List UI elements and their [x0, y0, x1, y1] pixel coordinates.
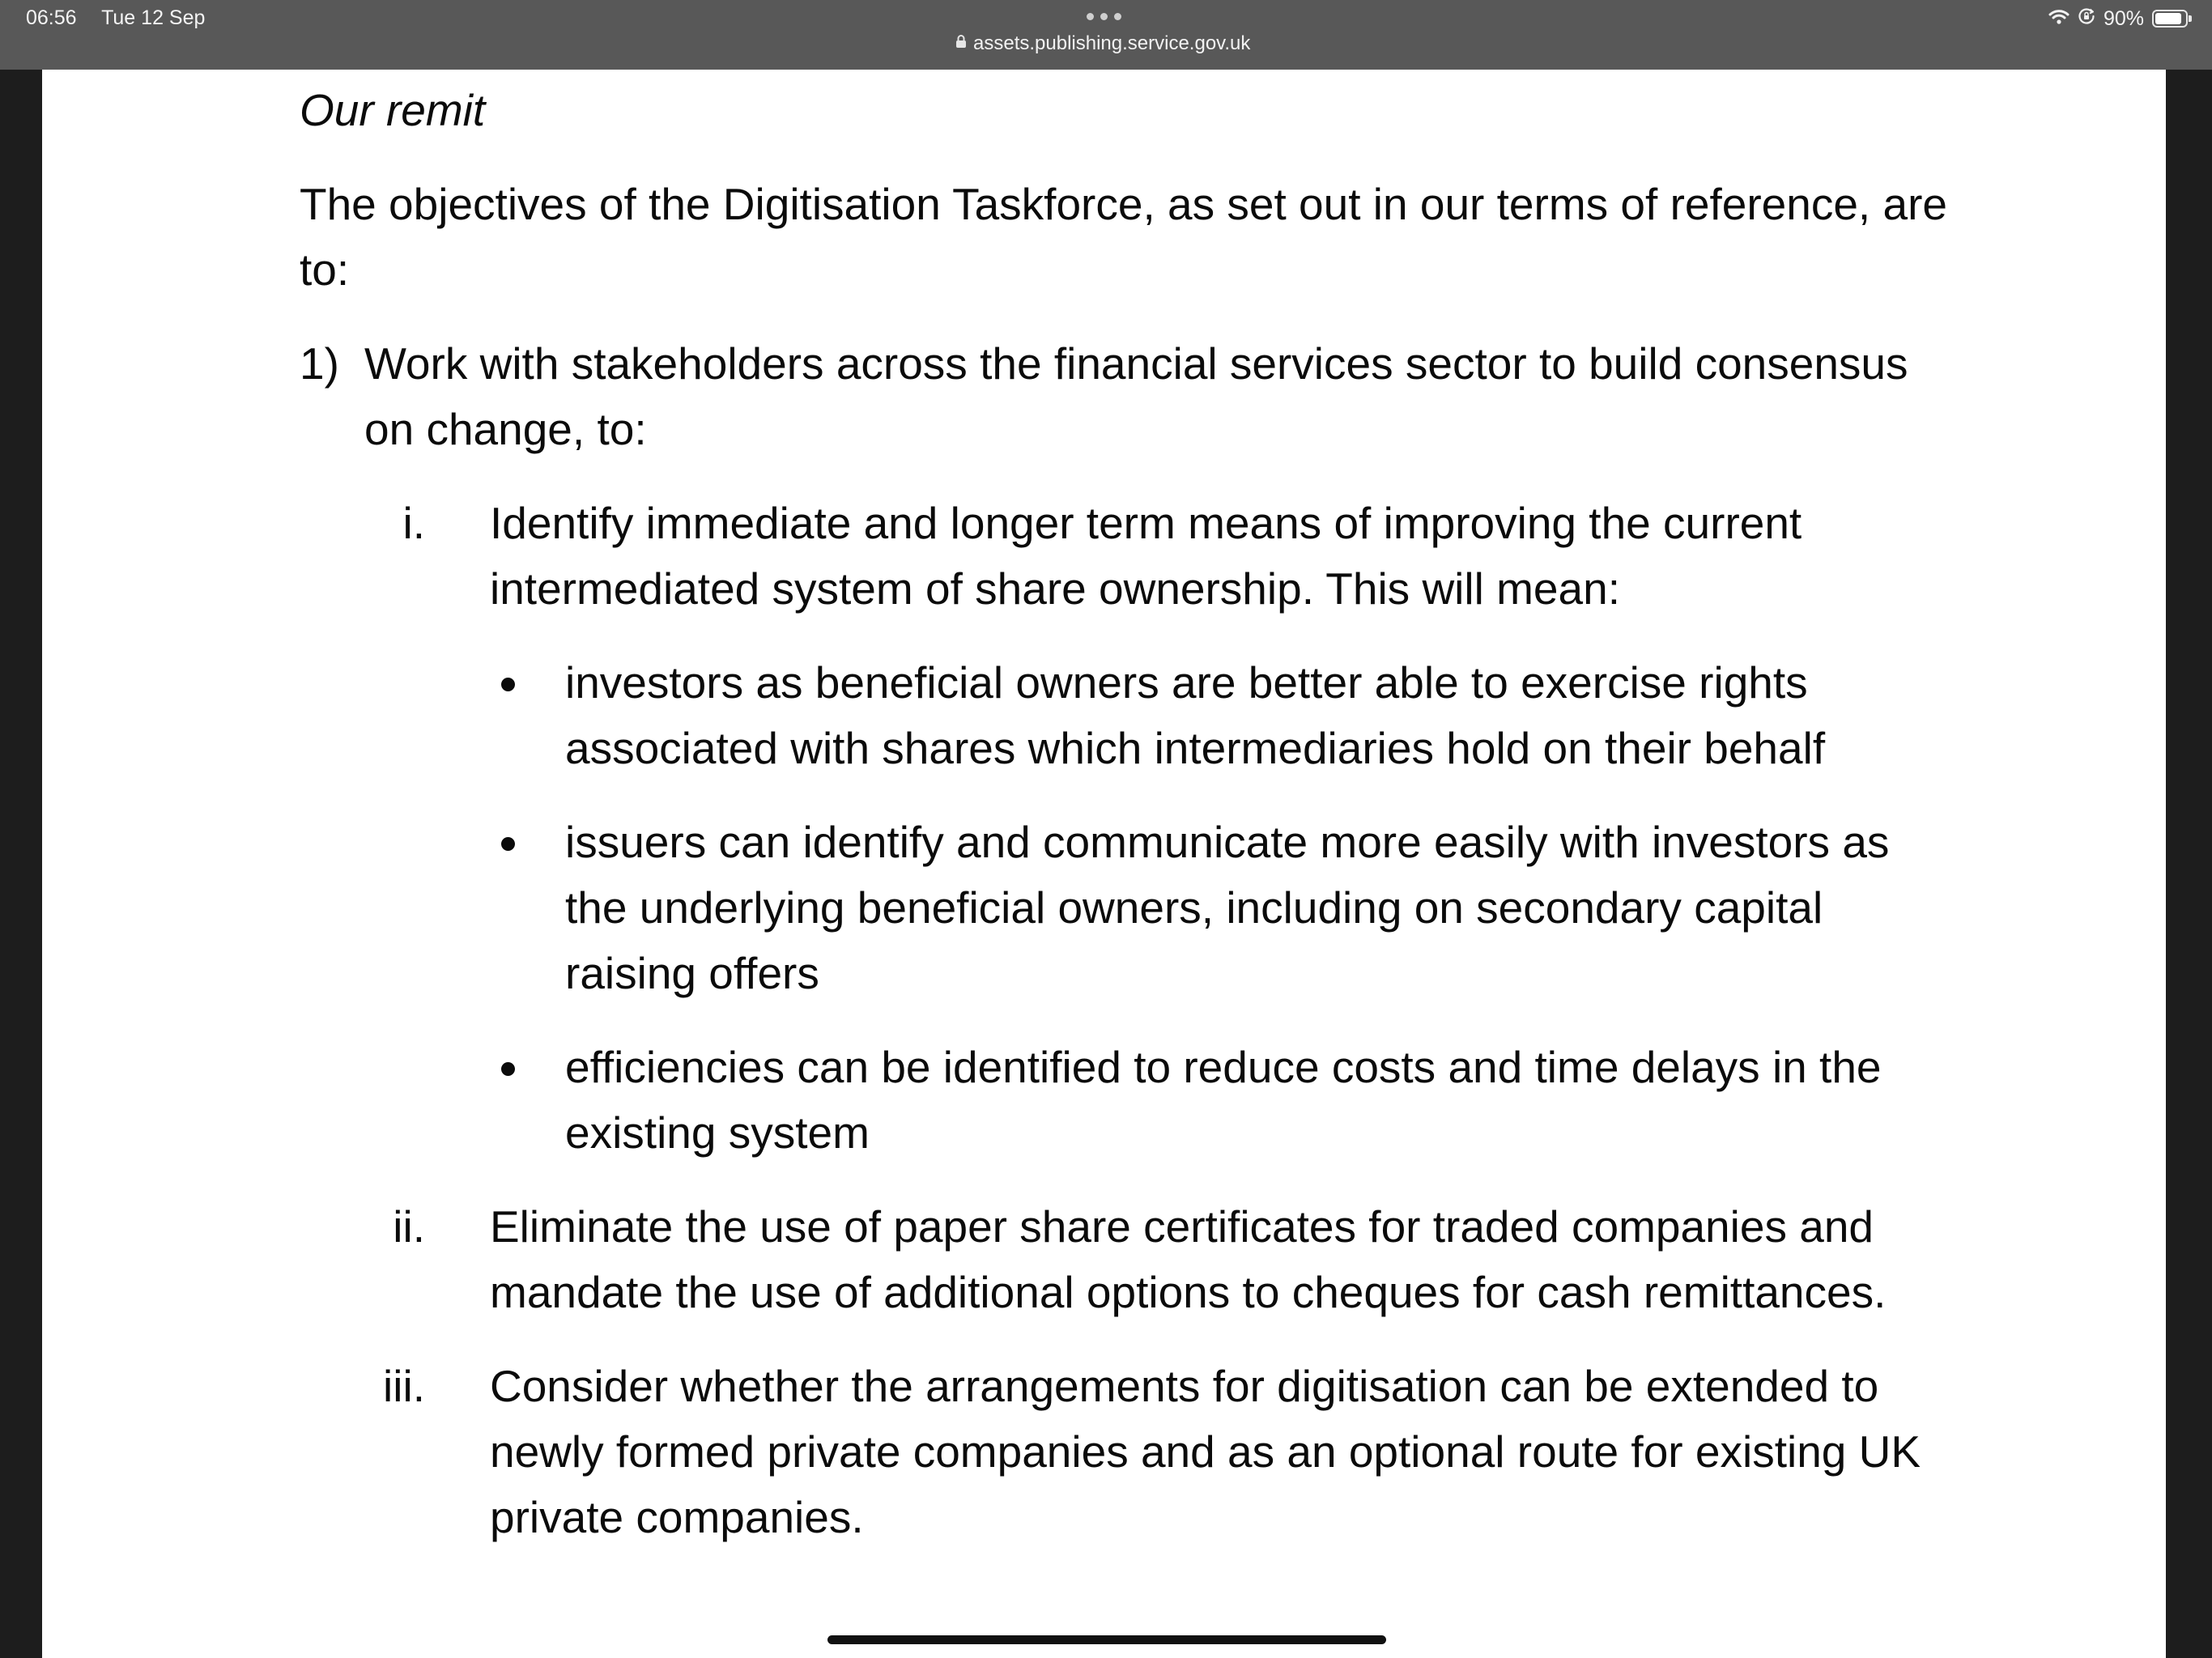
bullet-dot-icon — [501, 837, 515, 851]
lock-icon — [955, 32, 967, 54]
roman-item-i — [300, 491, 1959, 622]
document-body — [300, 78, 1959, 1579]
status-bar-left — [26, 6, 205, 30]
status-time: 06:56 — [26, 6, 77, 29]
bullet-text: investors as beneficial owners are better able to exercise rights associated with shares which intermediaries hold on their behalf — [565, 657, 1826, 773]
roman-item-text: Eliminate the use of paper share certificates for traded companies and mandate the use of additional options to cheques for cash remittances. — [490, 1201, 1887, 1317]
bullet-item — [490, 810, 1959, 1006]
address-bar[interactable] — [955, 32, 1263, 55]
roman-number: ii. — [393, 1201, 425, 1252]
wifi-icon — [2048, 7, 2069, 31]
status-date: Tue 12 Sep — [101, 6, 206, 29]
roman-item-text: Consider whether the arrangements for digitisation can be extended to newly formed private companies and as an optional route for existing UK private companies. — [490, 1361, 1921, 1542]
item-number: 1) — [300, 338, 339, 389]
url-text: assets.publishing.service.gov.uk — [973, 32, 1251, 54]
document-page[interactable] — [42, 70, 2166, 1658]
roman-number: i. — [402, 498, 425, 548]
section-heading: Our remit — [300, 85, 486, 135]
roman-number: iii. — [383, 1361, 425, 1411]
bullet-list — [300, 650, 1959, 1166]
bullet-dot-icon — [501, 678, 515, 691]
bullet-text: issuers can identify and communicate more easily with investors as the underlying beneficial owners, including on secondary capital raising offers — [565, 817, 1890, 998]
item-text: Work with stakeholders across the financial services sector to build consensus on change, to: — [364, 338, 1908, 454]
battery-level-fill — [2155, 13, 2181, 24]
home-indicator[interactable] — [827, 1635, 1386, 1644]
bullet-text: efficiencies can be identified to reduce costs and time delays in the existing system — [565, 1042, 1882, 1158]
battery-percent: 90% — [2103, 6, 2144, 30]
roman-item-ii — [300, 1194, 1959, 1325]
battery-icon — [2152, 10, 2188, 28]
numbered-item-1 — [300, 331, 1959, 462]
status-bar-right — [2048, 5, 2188, 32]
bullet-dot-icon — [501, 1062, 515, 1076]
roman-item-iii — [300, 1354, 1959, 1550]
status-and-address-bar — [0, 0, 2212, 70]
more-dots-icon[interactable] — [1085, 10, 1130, 23]
bullet-item — [490, 1035, 1959, 1166]
bullet-item — [490, 650, 1959, 781]
roman-item-text: Identify immediate and longer term means of improving the current intermediated system of share ownership. This will mean: — [490, 498, 1802, 614]
intro-paragraph: The objectives of the Digitisation Taskforce, as set out in our terms of reference, are to: — [300, 179, 1947, 295]
orientation-lock-icon — [2078, 7, 2095, 31]
